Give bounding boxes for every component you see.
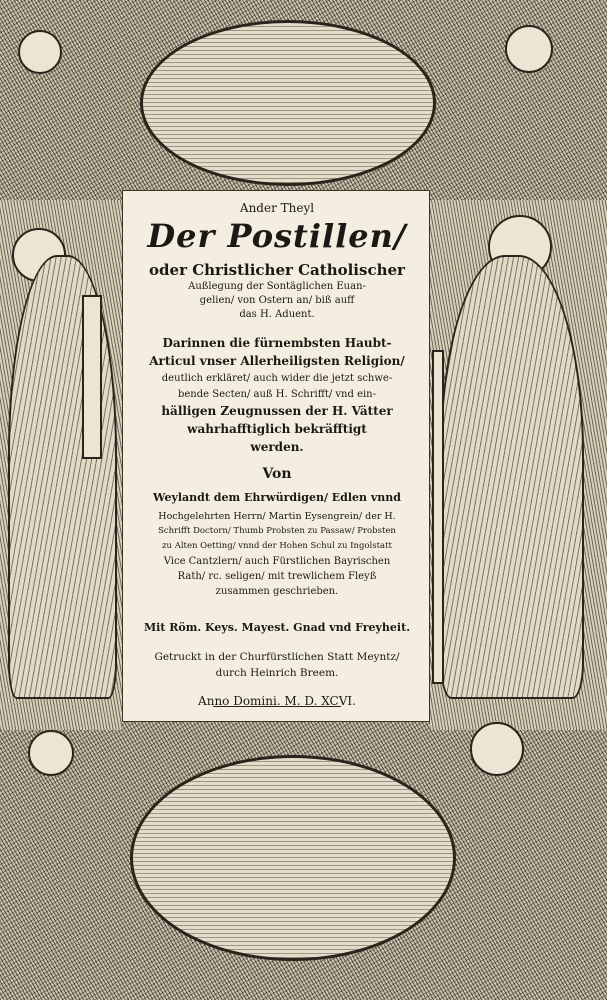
description-line: Articul vnser Allerheiligsten Religion/	[149, 354, 405, 368]
subtitle-line: oder Christlicher Catholischer	[149, 261, 405, 279]
author-line: zu Alten Oetting/ vnnd der Hohen Schul zu Ingolstatt	[162, 541, 392, 551]
key-icon	[82, 295, 102, 459]
publication-date: Anno Domini. M. D. XCVI.	[198, 694, 356, 708]
description-line: Darinnen die fürnembsten Haubt-	[162, 336, 392, 350]
imprint-line: Getruckt in der Churfürstlichen Statt Meyntz/	[154, 651, 400, 663]
evangelist-halo	[18, 30, 62, 74]
sword-icon	[432, 350, 444, 684]
description-line: hälligen Zeugnussen der H. Vätter	[161, 404, 393, 418]
author-line: Rath/ rc. seligen/ mit trewlichem Fleyß	[177, 571, 377, 582]
description-line: bende Secten/ auß H. Schrifft/ vnd ein-	[177, 389, 377, 400]
description-line: deutlich erkläret/ auch wider die jetzt schwe-	[161, 373, 393, 384]
subtitle-line: das H. Aduent.	[239, 309, 315, 320]
main-title: Der Postillen/	[147, 217, 407, 255]
title-text-panel	[122, 190, 430, 722]
evangelist-halo	[470, 722, 524, 776]
saint-paul-figure	[440, 255, 584, 699]
evangelist-halo	[28, 730, 74, 776]
church-fathers-medallion	[130, 755, 456, 961]
author-line: Weylandt dem Ehrwürdigen/ Edlen vnnd	[153, 491, 401, 504]
author-line: zusammen geschrieben.	[215, 586, 339, 597]
description-line: wahrhafftiglich bekräfftigt	[187, 422, 367, 436]
author-line: Schrifft Doctorn/ Thumb Probsten zu Passaw/ Probsten	[158, 526, 396, 536]
subtitle-line: Außlegung der Sontäglichen Euan-	[188, 281, 366, 292]
description-line: werden.	[250, 440, 304, 454]
evangelist-halo	[505, 25, 553, 73]
imprint-line: durch Heinrich Breem.	[215, 667, 339, 679]
subtitle-line: gelien/ von Ostern an/ biß auff	[199, 295, 355, 306]
volume-header: Ander Theyl	[239, 201, 315, 215]
author-line: Hochgelehrten Herrn/ Martin Eysengrein/ der H.	[158, 511, 396, 522]
privilege-line: Mit Röm. Keys. Mayest. Gnad vnd Freyheit.	[143, 621, 411, 634]
coronation-medallion	[140, 20, 436, 186]
von-label: Von	[262, 466, 292, 482]
author-line: Vice Cantzlern/ auch Fürstlichen Bayrischen	[163, 556, 391, 567]
